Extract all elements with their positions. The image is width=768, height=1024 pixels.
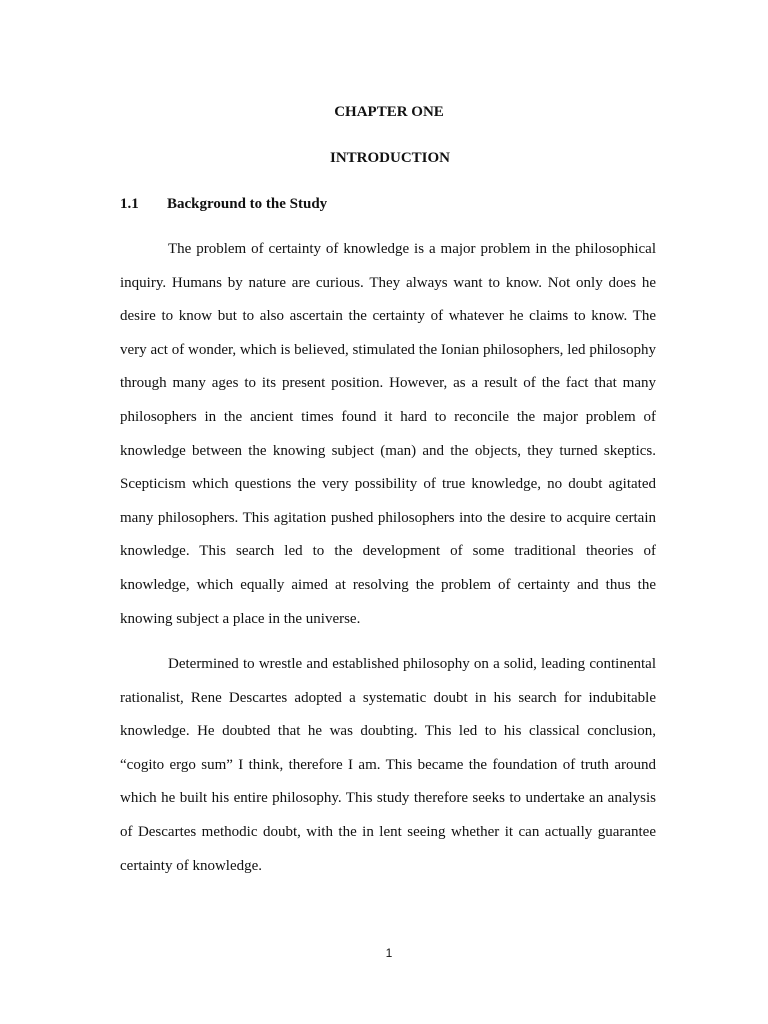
- chapter-title: CHAPTER ONE: [334, 104, 444, 120]
- subsection-number: 1.1: [120, 196, 139, 212]
- subsection-heading: [120, 196, 327, 213]
- section-title: INTRODUCTION: [329, 150, 450, 166]
- subsection-title: Background to the Study: [167, 196, 328, 212]
- page-number: 1: [385, 946, 393, 960]
- paragraph-background: The problem of certainty of knowledge is a major problem in the philosophical inquiry. Humans by nature are curious. They always want to know. Not only does he desire to know but to also ascertain the certainty of whatever he claims to know. The very act of wonder, which is believed, stimulated the Ionian philosophers, led philosophy through many ages to its present position. However, as a result of the fact that many philosophers in the ancient times found it hard to reconcile the major problem of knowledge between the knowing subject (man) and the objects, they turned skeptics. Scepticism which questions the very possibility of true knowledge, no doubt agitated many philosophers. This agitation pushed philosophers into the desire to acquire certain knowledge. This search led to the development of some traditional theories of knowledge, which equally aimed at resolving the problem of certainty and thus the knowing subject a place in the universe.: [120, 241, 656, 627]
- paragraph-descartes: Determined to wrestle and established philosophy on a solid, leading continental rationalist, Rene Descartes adopted a systematic doubt in his search for indubitable knowledge. He doubted that he was doubting. This led to his classical conclusion, “cogito ergo sum” I think, therefore I am. This became the foundation of truth around which he built his entire philosophy. This study therefore seeks to undertake an analysis of Descartes methodic doubt, with the in lent seeing whether it can actually guarantee certainty of knowledge.: [120, 656, 656, 874]
